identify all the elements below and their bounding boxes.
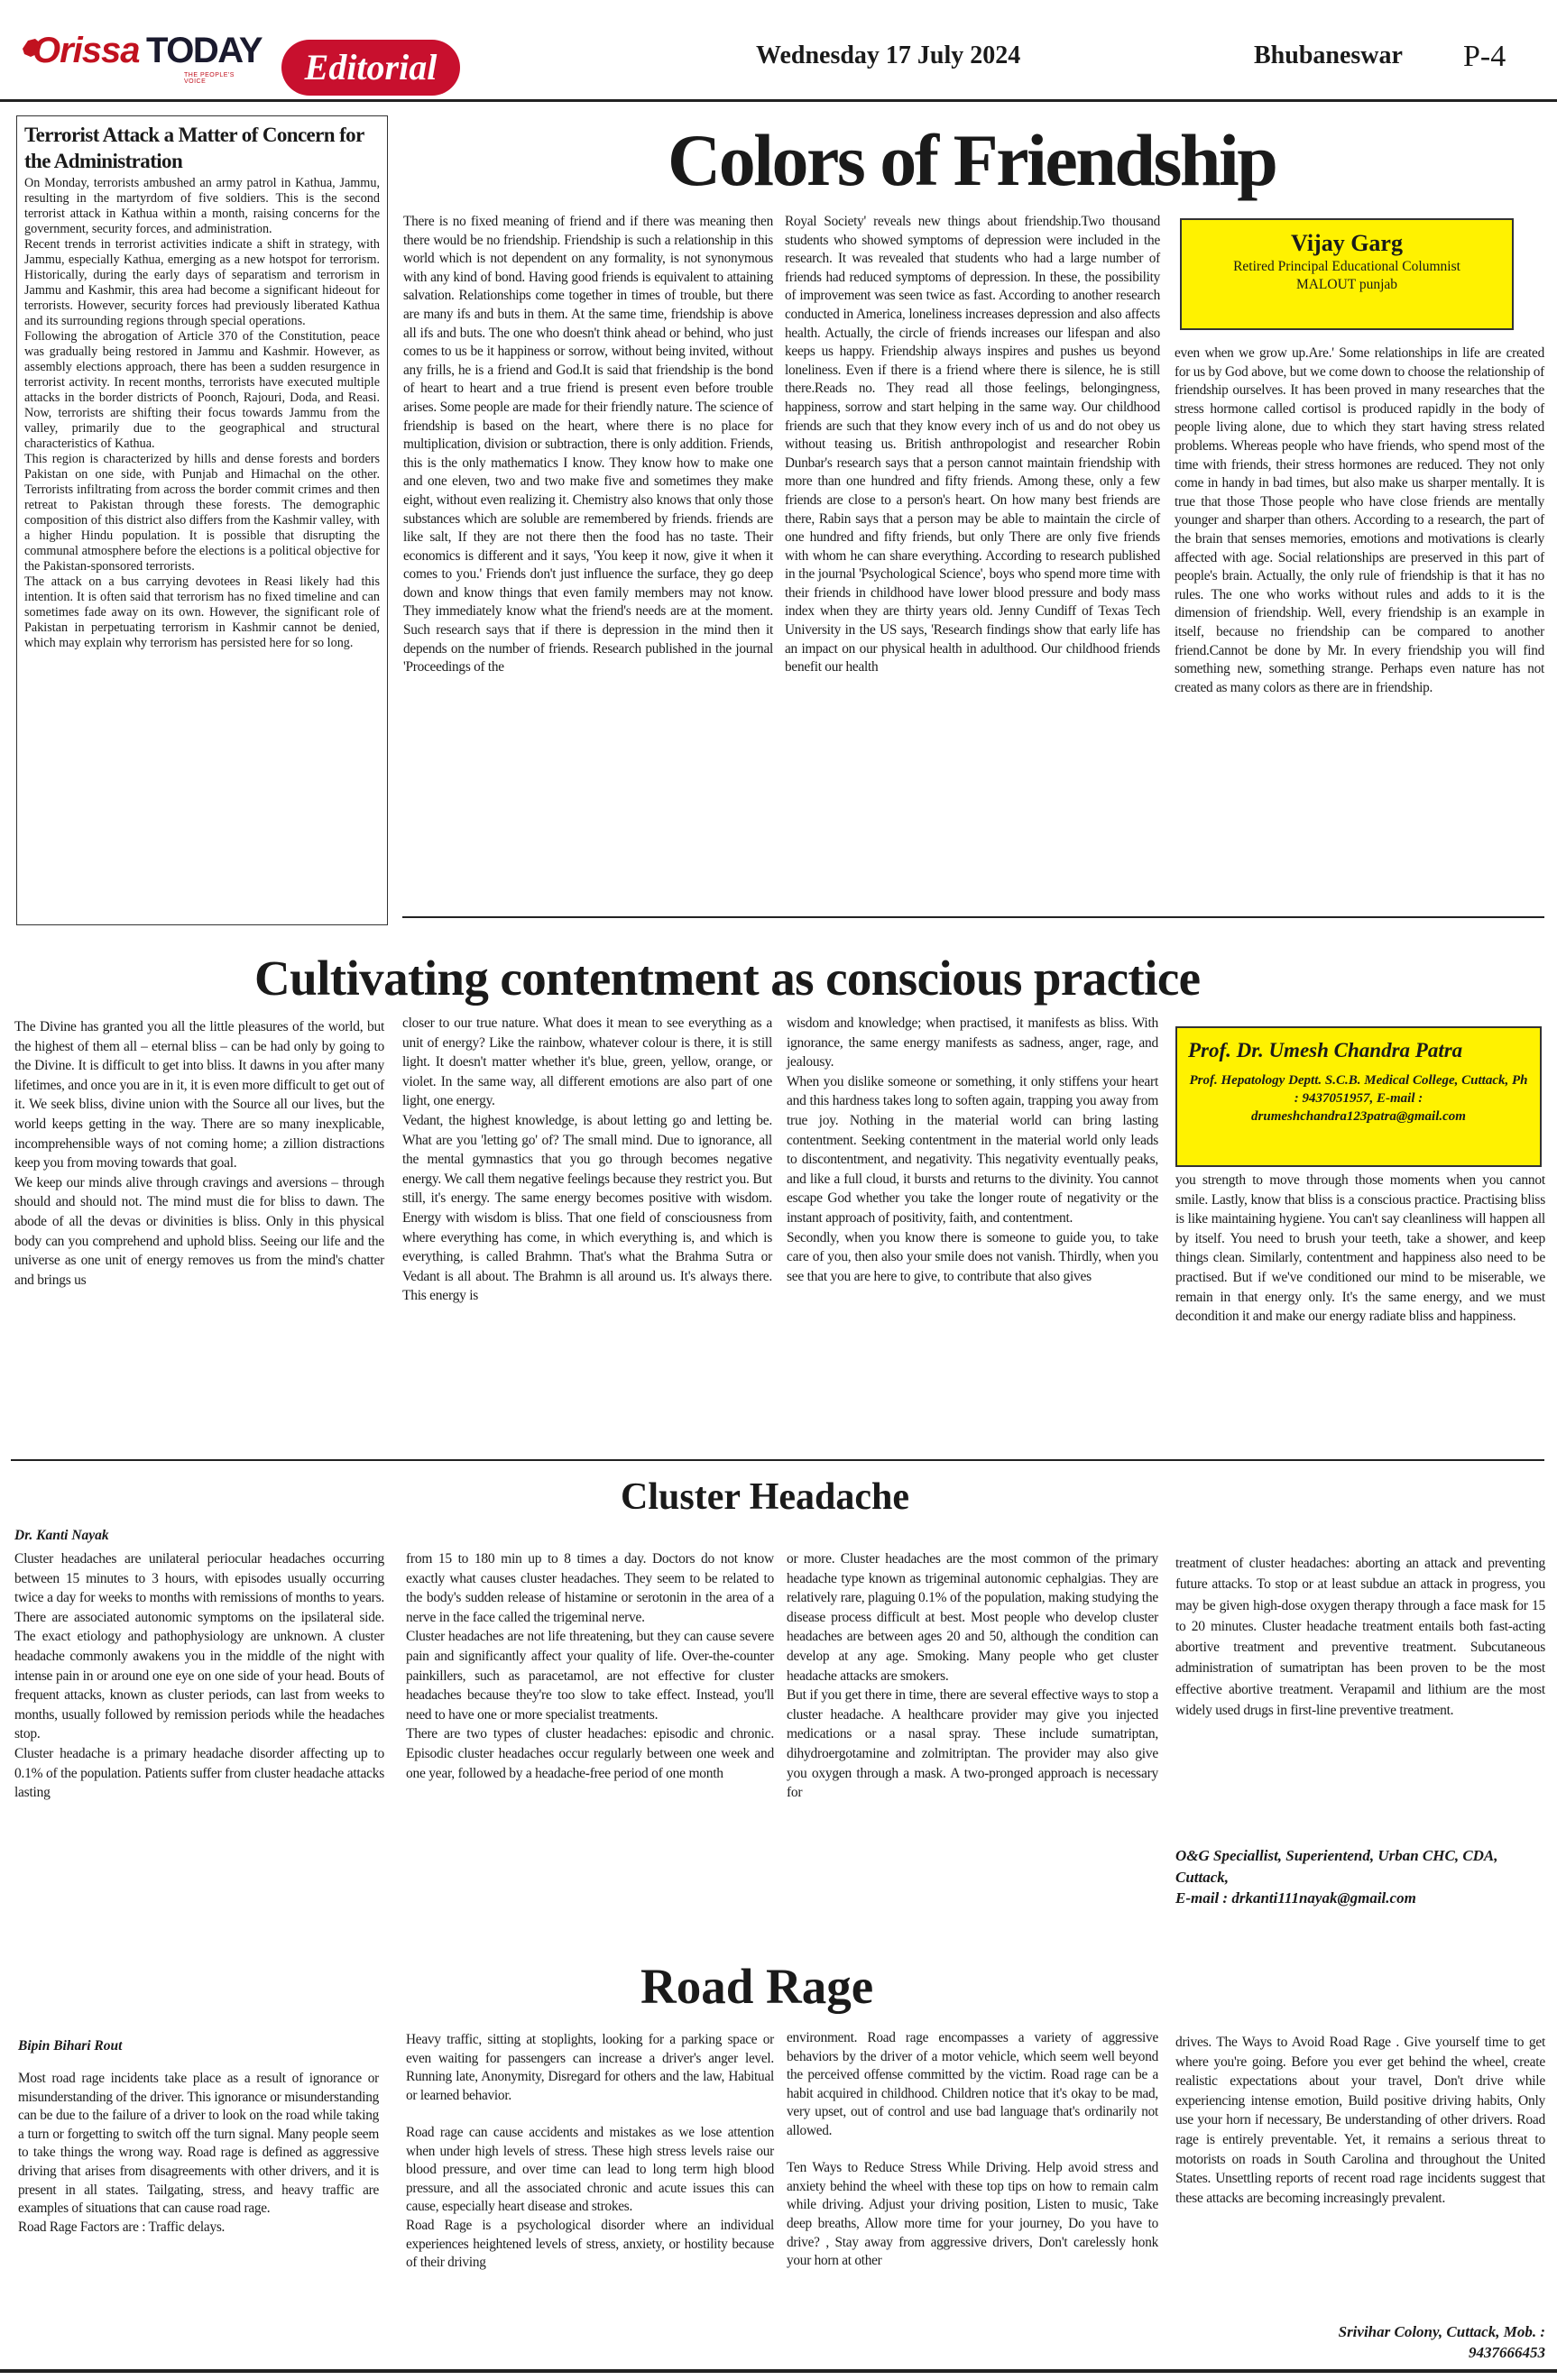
contentment-col1: The Divine has granted you all the little pleasures of the world, but the highest of them all – eternal bliss – can be had only by going to the Divine. It is difficult to get into bliss. It dawns in you after many lifetimes, and once you are in it, it is even more difficult to get out of it. We seek bliss, divine union with the Source all our lives, but the world keeps getting in the way. There are so many inexplicable, incomprehensible ways of not coming home; a zillion distractions keep you from moving towards that goal. We keep our minds alive through cravings and aversions – through should and should not. The mind must die for bliss to dawn. The abode of all the devas or divinities is bliss. Only in this physical body can you comprehend and uphold bliss. Seeing our life and the universe as one unit of energy removes us from the mind's chatter and brings us — [14, 1019, 384, 1288]
friendship-rule — [402, 916, 1544, 918]
friendship-col1: There is no fixed meaning of friend and if there was meaning then there would be no friendship. Friendship is such a relationship in this world which is not dependent on any formality, is not synonymous with any kind of bond. Having good friends is equivalent to attaining salvation. Relationships come together in times of trouble, but there are many ifs and buts in them. At the same time, friendship is above all ifs and buts. The one who doesn't think ahead or behind, who just comes to us be it happiness or sorrow, without being invited, without any frills, he is a friend and God.It is said that friendship is the bond of heart to heart and a true friend is present even before trouble arises. Some people are made for their friendly nature. The science of friendship is based on the heart, where there is no place for multiplication, division or subtraction, there is only addition. Friends, this is the only mathematics I know. They know how to make one and one eleven, two and two make five and sometimes they make eight, without even realizing it. Chemistry also knows that only those substances which are soluble are remembered by friends. friends are like salt, If they are not there then the food has no taste. Their economics is different and it says, 'You keep it now, give it when it comes to you.' Friends don't just influence the surface, they go deep down and know things that even family members may not know. They immediately know what the friend's needs are at the moment. Such research says that if there is depression in the mind then it depends on the number of friends. Research published in the journal 'Proceedings of the — [403, 214, 773, 675]
sidebar-title: Terrorist Attack a Matter of Concern for the Administration — [24, 124, 364, 172]
footer-rule — [0, 2369, 1557, 2373]
logo-today: TODAY — [146, 31, 263, 70]
contentment-author-name: Prof. Dr. Umesh Chandra Patra — [1188, 1039, 1463, 1061]
contentment-col4: you strength to move through those moments when you cannot smile. Lastly, know that bliss is a conscious practice. Practising bliss is like maintaining hygiene. You can't say cleanliness will happen all by itself. You need to brush your teeth, take a shower, and keep things clean. Similarly, contentment and happiness also need to be practised. But if we've conditioned our mind to be miserable, we remain in that energy only. It's the same energy, and we must decondition it and make our energy radiate bliss and happiness. — [1175, 1172, 1545, 1325]
contentment-author-email: drumeshchandra123patra@gmail.com — [1251, 1109, 1466, 1124]
headache-signoff: O&G Speciallist, Superientend, Urban CHC, CDA, Cuttack, E-mail : drkanti111nayak@gmail.com — [1175, 1847, 1498, 1907]
section-badge: Editorial — [281, 40, 460, 96]
roadrage-signoff: Srivihar Colony, Cuttack, Mob. : 9437666453 — [1338, 2323, 1545, 2361]
sidebar-box — [16, 115, 388, 925]
friendship-col2: Royal Society' reveals new things about friendship.Two thousand students who showed symptoms of depression were included in the research. It was revealed that students who had a large number of friends had reduced symptoms of depression. In these, the possibility of improvement was seen twice as fast. According to another research conducted in America, loneliness increases depression and also affects health. Actually, the circle of friends increases our lifespan and also keeps us happy. Friendship always inspires and pushes us beyond loneliness. Even if there is a friend where there is silence, he is still there.Reads no. They read all those feelings, belongingness, happiness, sorrow and start helping in the same way. Our childhood friends are such that they know every inch of us and do not obey us without teasing us. British anthropologist and researcher Robin Dunbar's research says that a person cannot maintain friendship with more than one hundred and fifty friends. Among these, only a few friends are close to a person's heart. On how many best friends are there, Rabin says that a person may be able to maintain the circle of one hundred and fifty friends, but only There are only five friends with whom he can share everything. According to research published in the journal 'Psychological Science', boys who spend more time with their friends in childhood have lower blood pressure and body mass index when they are thirty years old. Jenny Cundiff of Texas Tech University in the US says, 'Research findings show that early life has an impact on our physical health in adulthood. Our childhood friends benefit our health — [785, 214, 1160, 675]
headache-col2: from 15 to 180 min up to 8 times a day. Doctors do not know exactly what causes cluster headaches. They seem to be related to the body's sudden release of histamine or serotonin in the area of a nerve in the face called the trigeminal nerve. Cluster headaches are not life threatening, but they can cause severe pain and significantly affect your quality of life. Over-the-counter painkillers, such as paracetamol, are not effective for cluster headaches because they're too slow to take effect. Instead, you'll need to have one or more specialist treatments. There are two types of cluster headaches: episodic and chronic. Episodic cluster headaches occur regularly between one week and one year, followed by a headache-free period of one month — [406, 1551, 774, 1781]
roadrage-col4: drives. The Ways to Avoid Road Rage . Give yourself time to get where you're going. Before you ever get behind the wheel, create realistic expectations about your travel, Don't drive while experiencing intense emotion, Build positive driving habits, Only use your horn if necessary, Be understanding of other drivers. Road rage is entirely preventable. Yet, it remains a serious threat to motorists on roads in South Carolina and throughout the United States. Unsettling reports of recent road rage incidents suggest that these attacks are becoming increasingly prevalent. — [1175, 2035, 1545, 2206]
logo-tagline: THE PEOPLE'S VOICE — [184, 72, 235, 85]
friendship-author-place: MALOUT punjab — [1295, 277, 1398, 292]
sidebar-body: On Monday, terrorists ambushed an army patrol in Kathua, Jammu, resulting in the martyrdom of five soldiers. This is the second terrorist attack in Kathua within a month, raising concerns for the government, security forces, and administration. Recent trends in terrorist activities indicate a shift in strategy, with Jammu, especially Kathua, emerging as a new hotspot for terrorism. Historically, during the early days of separatism and terrorism in Jammu and Kashmir, this area had become a significant hideout for terrorists. However, security forces had previously liberated Kathua and its surrounding regions through special operations. Following the abrogation of Article 370 of the Constitution, peace was gradually being restored in Jammu and Kashmir. However, as assembly elections approach, there has been a sudden resurgence in terrorist activity. In recent months, terrorists have executed multiple attacks in the border districts of Poonch, Rajouri, Doda, and Reasi. Now, terrorists are shifting their focus towards Jammu from the valley, primarily due to the geographical and structural characteristics of Kathua. This region is characterized by hills and dense forests and borders Pakistan on one side, with Punjab and Himachal on the other. Terrorists infiltrating from across the border commit crimes and then retreat to Pakistan through these forests. The demographic composition of this district also differs from the Kashmir valley, with a higher Hindu population. It is possible that disrupting the communal atmosphere before the elections is a political objective for the Pakistan-sponsored terrorists. The attack on a bus carrying devotees in Reasi likely had this intention. It is often said that terrorism has no fixed timeline and can sometimes fade away on its own. However, the significant role of Pakistan in perpetuating terrorism in Kashmir cannot be denied, which may explain why terrorism has persisted here for so long. — [24, 176, 380, 650]
headache-col4: treatment of cluster headaches: aborting an attack and preventing future attacks. To stop or at least subdue an attack in progress, you may be given high-dose oxygen therapy through a face mask for 15 to 20 minutes. Cluster headache treatment entails both fast-acting abortive treatment and preventive treatment. Subcutaneous administration of sumatriptan has been proven to be the most effective abortive treatment. Verapamil and lithium are the most widely used drugs in first-line preventive treatment. — [1175, 1556, 1545, 1719]
masthead-rule — [0, 99, 1557, 102]
contentment-rule — [11, 1459, 1544, 1461]
issue-date: Wednesday 17 July 2024 — [756, 41, 1021, 69]
contentment-author-box — [1175, 1026, 1542, 1167]
roadrage-col3: environment. Road rage encompasses a variety of aggressive behaviors by the driver of a motor vehicle, which seem well beyond the perceived offense committed by the victim. Road rage can be a habit acquired in childhood. Children notice that it's okay to be mad, very upset, out of control and use bad language that's ordinarily not allowed. Ten Ways to Reduce Stress While Driving. Help avoid stress and anxiety behind the wheel with these top tips on how to remain calm while driving. Adjust your driving position, Listen to music, Take deep breaths, Allow more time for your journey, Do you have to drive? , Stay away from aggressive drivers, Don't carelessly honk your horn at other — [787, 2030, 1158, 2269]
logo-orissa: Orissa — [32, 31, 140, 70]
contentment-col3: wisdom and knowledge; when practised, it manifests as bliss. With ignorance, the same energy manifests as sadness, anger, rage, and jealousy. When you dislike someone or something, it only stiffens your heart and this hardness takes long to soften again, trapping you away from true joy. Nothing in the material world can bring lasting contentment. Seeking contentment in the material world only leads to discontentment, and negativity. This negativity eventually peaks, and like a full cloud, it bursts and returns to the divinity. You cannot escape God whether you take the longer route of negativity or the instant approach of positivity, faith, and contentment. Secondly, when you know there is someone to guide you, to take care of you, then also your smile does not vanish. Thirdly, when you see that you are here to give, to contribute that also gives — [787, 1015, 1158, 1284]
contentment-author-role: Prof. Hepatology Deptt. S.C.B. Medical College, Cuttack, Ph : 9437051957, E-mail : — [1189, 1073, 1528, 1106]
friendship-author-role: Retired Principal Educational Columnist — [1233, 259, 1460, 274]
roadrage-col1: Most road rage incidents take place as a result of ignorance or misunderstanding of the driver. This ignorance or misunderstanding can be due to the failure of a driver to look on the road while taking a turn or forgetting to switch off the turn signal. Many people seem to take things the wrong way. Road rage is defined as aggressive driving that arises from disagreements with other drivers, and it is present in all states. Tailgating, stress, and heavy traffic are examples of situations that can cause road rage. Road Rage Factors are : Traffic delays. — [18, 2071, 379, 2235]
headache-col3: or more. Cluster headaches are the most common of the primary headache type known as trigeminal autonomic cephalgias. They are relatively rare, plaguing 0.1% of the population, making studying the disease process difficult at best. Most people who develop cluster headaches are between ages 20 and 50, although the condition can develop at any age. Smoking. Many people who get cluster headache attacks are smokers. But if you get there in time, there are several effective ways to stop a cluster headache. A healthcare provider may give you injected medications or a nasal spray. These include sumatriptan, dihydroergotamine and zolmitriptan. The provider may also give you oxygen through a mask. A two-pronged approach is necessary for — [787, 1551, 1158, 1801]
headache-title: Cluster Headache — [621, 1476, 910, 1518]
city: Bhubaneswar — [1254, 41, 1403, 69]
contentment-col2: closer to our true nature. What does it mean to see everything as a unit of energy? Like the rainbow, whatever colour is there, it is still light. It doesn't matter whether it's blue, green, yellow, orange, or violet. In the same way, all different emotions are also part of one light, one energy. Vedant, the highest knowledge, is about letting go and letting be. What are you 'letting go' of? The small mind. Due to ignorance, all the mental gymnastics that you go through becomes negative energy. We call them negative feelings because they restrict you. But still, it's energy. The same energy becomes positive with wisdom. Energy with wisdom is bliss. That one field of consciousness from where everything has come, in which everything is, and which is everything, is called Brahmn. That's what the Brahma Sutra or Vedant is all about. The Brahmn is all around us. It's always there. This energy is — [402, 1015, 772, 1304]
friendship-author-name: Vijay Garg — [1291, 230, 1403, 256]
roadrage-title: Road Rage — [640, 1959, 874, 2014]
headache-col1: Cluster headaches are unilateral periocular headaches occurring between 15 minutes to 3 hours, with episodes usually occurring twice a day for weeks to months with remissions of months to years. There are associated autonomic symptoms on the ipsilateral side. The exact etiology and pathophysiology are unknown. A cluster headache commonly awakens you in the middle of the night with intense pain in or around one eye on one side of your head. Bouts of frequent attacks, known as cluster periods, can last from weeks to months, usually followed by remission periods while the headaches stop. Cluster headache is a primary headache disorder affecting up to 0.1% of the population. Patients suffer from cluster headache attacks lasting — [14, 1551, 384, 1801]
masthead — [0, 0, 1557, 101]
logo — [20, 31, 263, 85]
friendship-author-box — [1180, 218, 1514, 330]
page-number: P-4 — [1463, 40, 1506, 73]
friendship-title: Colors of Friendship — [668, 119, 1276, 201]
friendship-col3: even when we grow up.Are.' Some relationships in life are created for us by God above, but we come down to choose the relationship of friendship ourselves. It has been proved in many researches that the stress hormone called cortisol is produced rapidly in the body of people living alone, due to which they start having stress related problems. Whereas people who have friends, who spend most of the time with friends, their stress hormones are reduced. They not only come in handy in bad times, but also make us sharper mentally. It is true that those Those people who have close friends are mentally younger and sharper than others. According to a research, the part of the brain that senses memories, emotions and motivations is clearly affected with age. Social relationships are preserved in this part of people's brain. Actually, the only rule of friendship is that it has no rules. The one who works without rules and adds to it is the dimension of friendship. Well, every friendship is an example in itself, because no friendship can be compared to another friend.Cannot be done by Mr. In every friendship you will find something new, something strange. Perhaps even nature has not created as many colors as there are in friendship. — [1175, 345, 1544, 695]
contentment-title: Cultivating contentment as conscious practice — [254, 951, 1201, 1006]
headache-byline: Dr. Kanti Nayak — [14, 1528, 109, 1543]
roadrage-col2: Heavy traffic, sitting at stoplights, looking for a parking space or even waiting for passengers can increase a driver's anger level. Running late, Anonymity, Disregard for others and the law, Habitual or learned behavior. Road rage can cause accidents and mistakes as we lose attention when under high levels of stress. These high stress levels raise our blood pressure, and over time can lead to long term high blood pressure, and all the associated chronic and acute issues this can cause, especially heart disease and strokes. Road Rage is a psychological disorder where an individual experiences heightened levels of stress, anxiety, or hostility because of their driving — [406, 2032, 774, 2271]
roadrage-byline: Bipin Bihari Rout — [18, 2038, 123, 2054]
